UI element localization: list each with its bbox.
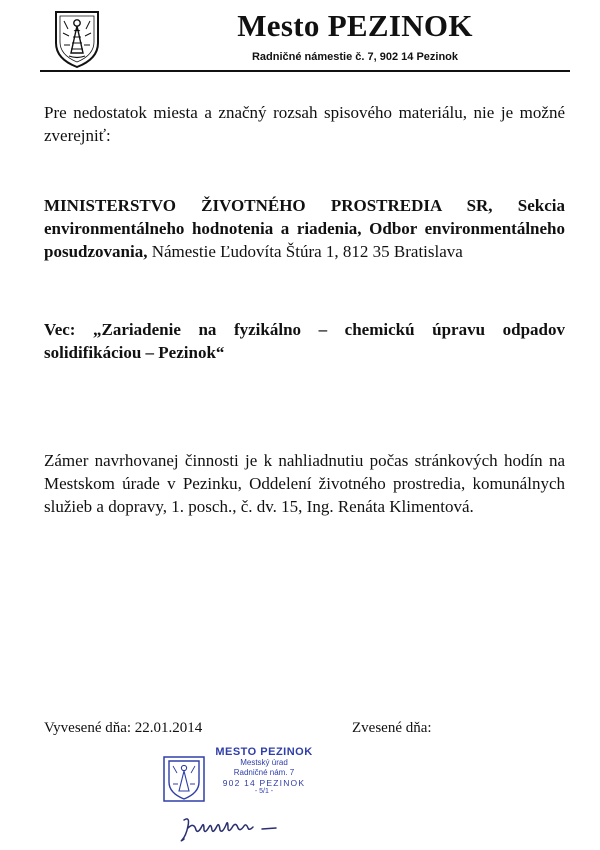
recipient-address: Námestie Ľudovíta Štúra 1, 812 35 Bratislava — [147, 242, 463, 261]
recipient-block — [44, 194, 565, 263]
removed-date: Zvesené dňa: — [352, 720, 432, 736]
stamp-line-number: - 5/1 - — [254, 788, 274, 795]
notice-paragraph: Zámer navrhovanej činnosti je k nahliadnutiu počas stránkových hodín na Mestskom úrade v Pezinku, Oddelení životného prostredia, komunálnych služieb a dopravy, 1. posch., č. dv. 15, Ing. Renáta Klimentová. — [44, 451, 565, 516]
recipient-department: Odbor environmentálneho posudzovania, — [44, 219, 565, 261]
official-stamp — [163, 746, 318, 804]
recipient-ministry: MINISTERSTVO ŽIVOTNÉHO PROSTREDIA SR, — [44, 196, 493, 215]
stamp-line-city: MESTO PEZINOK — [215, 746, 313, 758]
intro-paragraph: Pre nedostatok miesta a značný rozsah spisového materiálu, nie je možné zverejniť: — [44, 103, 565, 145]
posted-date: Vyvesené dňa: 22.01.2014 — [44, 720, 203, 736]
subject-line: Vec: „Zariadenie na fyzikálno – chemickú úpravu odpadov solidifikáciou – Pezinok“ — [44, 320, 565, 362]
handwritten-signature — [178, 812, 288, 844]
stamp-text — [209, 746, 319, 796]
city-address: Radničné námestie č. 7, 902 14 Pezinok — [251, 51, 459, 63]
stamp-line-office: Mestský úrad — [240, 758, 288, 767]
city-title: Mesto PEZINOK — [237, 8, 473, 43]
stamp-line-street: Radničné nám. 7 — [233, 768, 295, 777]
coat-of-arms-icon — [52, 9, 102, 69]
recipient-section: Sekcia environmentálneho hodnotenia a riadenia, — [44, 196, 566, 238]
stamp-line-postcode: 902 14 PEZINOK — [222, 778, 306, 788]
header-divider — [40, 70, 570, 72]
stamp-crest-icon — [163, 756, 205, 802]
